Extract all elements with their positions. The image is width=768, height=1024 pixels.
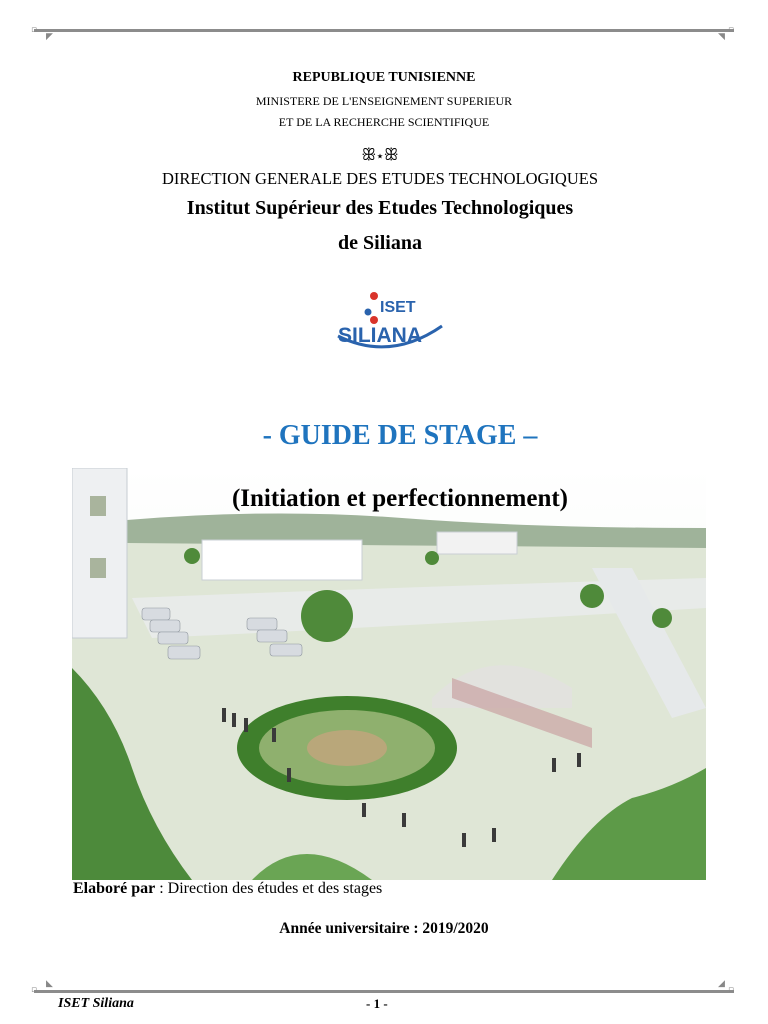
credits-line: [73, 880, 382, 898]
logo-dot-red-2: [370, 316, 378, 324]
photo-window-2: [90, 558, 106, 578]
bottom-rule: [34, 990, 734, 993]
corner-mark-bottom-right: ▫: [728, 985, 735, 995]
academic-year: Année universitaire : 2019/2020: [279, 920, 489, 937]
guide-title: - GUIDE DE STAGE –: [262, 420, 538, 451]
corner-mark-bottom-left: ▫: [31, 985, 38, 995]
campus-photo: [72, 468, 706, 880]
corner-mark-bottom-left-inner: ◣: [46, 979, 53, 989]
top-rule: [34, 29, 734, 32]
iset-siliana-logo: [330, 286, 450, 354]
credits-value: : Direction des études et des stages: [155, 880, 383, 897]
photo-building-far: [437, 532, 517, 554]
direction-heading: DIRECTION GENERALE DES ETUDES TECHNOLOGIQUES: [162, 169, 598, 188]
credits-label: Elaboré par: [73, 880, 156, 897]
footer-page-number: - 1 -: [366, 996, 388, 1011]
corner-mark-top-left-inner: ◤: [46, 32, 53, 42]
institute-city: de Siliana: [338, 232, 422, 254]
photo-building-main: [202, 540, 362, 580]
ornament-divider: ꕥ⋆ꕥ: [361, 147, 399, 164]
corner-mark-top-right-inner: ◥: [718, 32, 725, 42]
ministry-heading: MINISTERE DE L'ENSEIGNEMENT SUPERIEUR: [255, 94, 513, 108]
logo-dot-blue: [365, 309, 372, 316]
logo-dot-red: [370, 292, 378, 300]
research-heading: ET DE LA RECHERCHE SCIENTIFIQUE: [278, 115, 490, 129]
corner-mark-top-left: ▫: [31, 25, 38, 35]
photo-garden-center: [307, 730, 387, 766]
corner-mark-bottom-right-inner: ◢: [718, 979, 725, 989]
institute-name: Institut Supérieur des Etudes Technologiques: [186, 197, 574, 219]
republic-heading: REPUBLIQUE TUNISIENNE: [292, 70, 476, 85]
logo-text-siliana: SILIANA: [338, 324, 422, 347]
footer-institution: ISET Siliana: [58, 996, 134, 1011]
corner-mark-top-right: ▫: [728, 25, 735, 35]
guide-subtitle: (Initiation et perfectionnement): [231, 485, 569, 512]
logo-text-iset: ISET: [380, 299, 416, 316]
